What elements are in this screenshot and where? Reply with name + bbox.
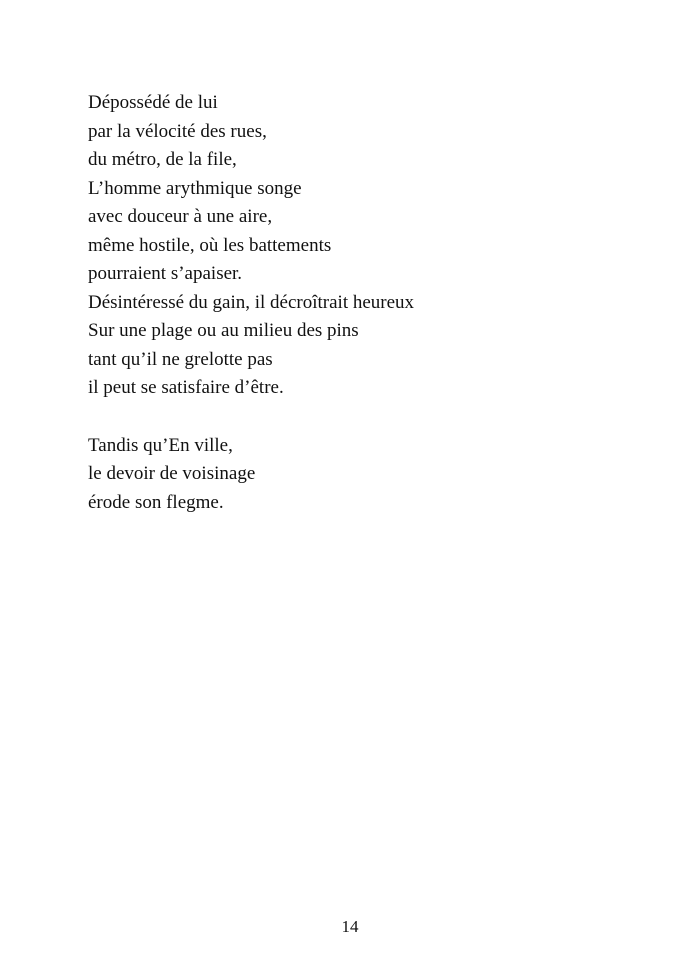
page-number: 14 (341, 917, 359, 936)
poem-line: Tandis qu’En ville, (88, 434, 233, 456)
poem-line: par la vélocité des rues, (88, 120, 267, 142)
poem-line: du métro, de la file, (88, 149, 237, 170)
poem-stanza-1 (88, 89, 628, 403)
poem-line: pourraient s’apaiser. (88, 263, 243, 284)
poem-line: même hostile, où les battements (88, 234, 332, 256)
poem-line: avec douceur à une aire, (88, 206, 273, 227)
poem-line: Désintéressé du gain, il décroîtrait heureux (88, 291, 415, 313)
poem-line: Dépossédé de lui (88, 92, 218, 113)
poem-line: Sur une plage ou au milieu des pins (88, 320, 359, 341)
poem-line: L’homme arythmique songe (88, 177, 302, 199)
poem-stanza-2 (88, 432, 628, 518)
poem-line: il peut se satisfaire d’être. (88, 377, 284, 398)
poem-body (88, 89, 628, 517)
poem-line: tant qu’il ne grelotte pas (88, 348, 273, 370)
poem-line: le devoir de voisinage (88, 463, 256, 484)
poem-line: érode son flegme. (88, 491, 224, 513)
